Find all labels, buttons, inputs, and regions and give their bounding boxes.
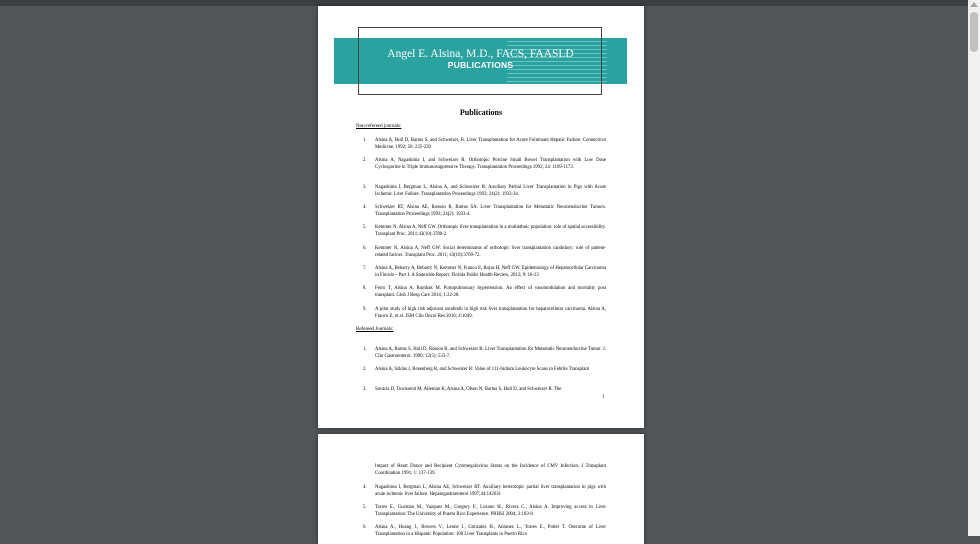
list-item bbox=[356, 505, 606, 518]
list-item bbox=[356, 307, 606, 320]
list-item bbox=[356, 367, 606, 374]
document-page-1 bbox=[318, 6, 644, 428]
list-item-text: Alsina A, Hull D, Bartus S, and Schweizer, R. Liver Transplantation for Acute Fulminant Hepatic Failure. Connecticut Medicine. 1992; 56: 235-239 bbox=[375, 138, 606, 150]
list-item-number: 3. bbox=[363, 185, 367, 190]
list-item bbox=[356, 158, 606, 171]
list-item bbox=[356, 347, 606, 360]
list-item bbox=[356, 464, 606, 477]
list-item-text: Savaria D, Townsend M, Alleman K, Alsina A, Olson N, Bartus S, Hull D, and Schweizer R. The bbox=[375, 387, 562, 392]
list-item bbox=[356, 286, 606, 299]
scrollbar-thumb[interactable] bbox=[970, 12, 978, 52]
list-item-number: 3. bbox=[363, 387, 367, 392]
list-item-number: 2. bbox=[363, 367, 367, 372]
list-item bbox=[356, 266, 606, 279]
page-number: 1 bbox=[602, 395, 605, 400]
list-item bbox=[356, 185, 606, 198]
page-title: Publications bbox=[459, 108, 503, 117]
list-item-number: 8. bbox=[363, 286, 367, 291]
list-item-text: Torres E., Guzman M., Vazquez M., Gregory F., Lozano H., Rivera C., Alsina A. Improving access to Liver Transplantation: The University of Puerto Rico Experience. PRHSJ 2004; 2:183-8. bbox=[375, 505, 606, 517]
section-heading-non-refereed: Non-refereed journals: bbox=[356, 124, 402, 129]
list-item-text: Nagashima I, Bergman L, Alsina A, and Schweizer R. Auxiliary Partial Liver Transplantation in Pigs with Acute Ischemic Liver Failure. Transplantation Proceedings 1993; 24(2): 1933-34. bbox=[375, 185, 606, 197]
list-item-number: 6. bbox=[363, 525, 367, 530]
list-item-text: Alsina A, Bebarry A, Bebarry N, Kemmer N, Franco E, Rojas H, Neff GW. Epidemiology of Hepatocellular Carcinoma in Florida – Part I: A Statewide Report. Florida Public Health Review, 2012; 9: 18-23 bbox=[375, 266, 606, 278]
list-item-number: 5. bbox=[363, 225, 367, 230]
header-subtitle: PUBLICATIONS bbox=[447, 60, 514, 70]
list-item bbox=[356, 138, 606, 151]
list-item bbox=[356, 485, 606, 498]
scroll-up-arrow-icon[interactable] bbox=[970, 2, 978, 7]
list-item-text: Alsina A., Huang J., Bowers V., Leone J., Gonzalez H., Antunez L., Torres E., Potter T. Outcome of Liver Transplantation in a Hispanic Population: 100 Liver Transplants in Puerto Rico bbox=[375, 525, 606, 537]
list-item-text: Alsina A, Bartus S, Hull D, Rosson R, and Schweizer R: Liver Transplantation for Metastatic Neuroendocrine Tumor. J. Clin Gastroenterol. 1990; 12(5): 533-7. bbox=[375, 347, 606, 359]
list-item bbox=[356, 387, 606, 394]
list-item-text: Alsina A, Nagashima I, and Schweizer R. Orthotopic Porcine Small Bowel Transplantation with Low Dose Cyclosporine in Triple Immunosuppressive Therapy. Transplantation Proceedings 1992; 24: 1169-1173. bbox=[375, 158, 606, 170]
section-heading-refereed: Refereed Journals: bbox=[356, 327, 394, 332]
list-item-number: 2. bbox=[363, 158, 367, 163]
list-item-number: 4. bbox=[363, 485, 367, 490]
list-item bbox=[356, 525, 606, 538]
list-item-text: Ferro T, Alsina A, Rumbak M. Portopulmonary hypertension: An effect of vasomodulation and mortality post transplant. Glob J Resp Care 2014; 1:22-28. bbox=[375, 286, 606, 298]
list-item-text: Kemmer N, Alsina A, Neff GW. Orthotopic liver transplantation in a multiethnic population: role of spatial accessibility. Transplant Proc. 2011;43(10):3780-2. bbox=[375, 225, 606, 237]
list-item-text: Alsina A, Szklas J, Rosenberg R, and Schweizer R: Value of 111-Indium Leukocyte Scans in Febrile Transplant bbox=[375, 367, 590, 372]
list-item bbox=[356, 205, 606, 218]
document-page-2 bbox=[318, 434, 644, 544]
list-item bbox=[356, 246, 606, 259]
list-item-number: 5. bbox=[363, 505, 367, 510]
list-item-number: 4. bbox=[363, 205, 367, 210]
list-item-text: Nagashima I, Bergman L, Alsina AE, Schweizer RT. Auxiliary heterotopic partial liver transplantation in pigs with acute ischemic liver failure. Hepatogastroenterol 1997;44:142631 bbox=[375, 485, 606, 497]
list-item-number: 9. bbox=[363, 307, 367, 312]
list-item bbox=[356, 225, 606, 238]
list-item-text: Impact of Heart Donor and Recipient Cytomegalovirus Status on the Incidence of CMV Infection. J Transplant Coordination 1991; 1: 137-139. bbox=[375, 464, 606, 476]
list-item-text: Kemmer N, Alsina A, Neff GW. Social determinants of orthotopic liver transplantation candidacy: role of patient-related factors. Transplant Proc. 2011; 43(10):3769-72. bbox=[375, 246, 606, 258]
list-item-number: 1. bbox=[363, 138, 367, 143]
list-item-text: Schweizer RT, Alsina AE, Rosson R, Bartus SA. Liver Transplantation for Metastatic Neuroendocrine Tumors. Transplantation Proceedings 1993; 24(2): 1933-4. bbox=[375, 205, 606, 217]
vertical-scrollbar[interactable] bbox=[968, 0, 980, 536]
list-item-number: 1. bbox=[363, 347, 367, 352]
list-item-number: 6. bbox=[363, 246, 367, 251]
author-name: Angel E. Alsina, M.D., FACS, FAASLD bbox=[387, 48, 574, 60]
list-item-number: 7. bbox=[363, 266, 367, 271]
list-item-text: A pilot study of high risk adjuvant sorafenib in high risk liver transplantation for hepatocellular carcinoma. Alsina A, Franco E, et al. JSM Clin Oncol Res 2016; 4:1049. bbox=[375, 307, 606, 319]
